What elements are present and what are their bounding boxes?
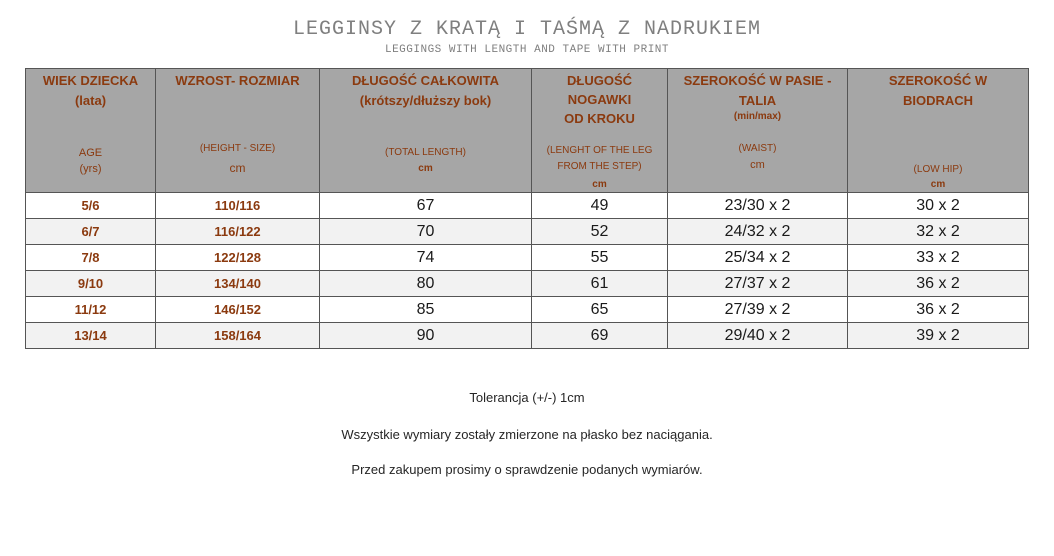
header-hip — [848, 69, 1029, 193]
cell-height: 122/128 — [156, 245, 320, 271]
cell-waist: 29/40 x 2 — [668, 323, 848, 349]
cell-leg-length: 49 — [532, 193, 668, 219]
cell-height: 116/122 — [156, 219, 320, 245]
table-header-row — [26, 69, 1029, 193]
cell-hip: 39 x 2 — [848, 323, 1029, 349]
header-height-sub: (HEIGHT - SIZE) — [199, 143, 276, 154]
cell-height: 146/152 — [156, 297, 320, 323]
cell-waist: 27/37 x 2 — [668, 271, 848, 297]
header-waist — [668, 69, 848, 193]
header-leg-length-sub: (LENGHT OF THE LEG FROM THE STEP) — [546, 145, 653, 172]
header-leg-length-unit: cm — [592, 179, 607, 190]
cell-hip: 33 x 2 — [848, 245, 1029, 271]
cell-height: 134/140 — [156, 271, 320, 297]
header-waist-main: SZEROKOŚĆ W PASIE - TALIA — [683, 73, 832, 108]
header-total-length-sub: (TOTAL LENGTH) — [385, 147, 466, 158]
table-row — [26, 219, 1029, 245]
cell-hip: 36 x 2 — [848, 271, 1029, 297]
cell-hip: 36 x 2 — [848, 297, 1029, 323]
cell-height: 158/164 — [156, 323, 320, 349]
header-waist-sub: (WAIST) — [738, 143, 777, 154]
tolerance-note: Tolerancja (+/-) 1cm — [469, 390, 585, 405]
header-height — [156, 69, 320, 193]
cell-total-length: 70 — [320, 219, 532, 245]
header-age-main: WIEK DZIECKA (lata) — [42, 73, 139, 108]
measurement-note: Wszystkie wymiary zostały zmierzone na płasko bez naciągania. — [341, 427, 713, 442]
cell-total-length: 80 — [320, 271, 532, 297]
header-height-main: WZROST- ROZMIAR — [175, 73, 300, 88]
cell-total-length: 85 — [320, 297, 532, 323]
cell-leg-length: 69 — [532, 323, 668, 349]
size-table — [25, 68, 1029, 349]
header-total-length — [320, 69, 532, 193]
cell-total-length: 90 — [320, 323, 532, 349]
cell-leg-length: 61 — [532, 271, 668, 297]
page-subtitle: LEGGINGS WITH LENGTH AND TAPE WITH PRINT — [384, 44, 670, 56]
cell-waist: 24/32 x 2 — [668, 219, 848, 245]
header-leg-length — [532, 69, 668, 193]
header-waist-unit: cm — [750, 159, 765, 171]
header-height-unit: cm — [229, 161, 246, 175]
header-total-length-main: DŁUGOŚĆ CAŁKOWITA (krótszy/dłuższy bok) — [351, 73, 500, 108]
header-waist-extra: (min/max) — [733, 111, 782, 122]
cell-leg-length: 52 — [532, 219, 668, 245]
cell-age: 6/7 — [26, 219, 156, 245]
cell-age: 5/6 — [26, 193, 156, 219]
header-leg-length-main: DŁUGOŚĆ NOGAWKI OD KROKU — [564, 73, 635, 126]
cell-hip: 32 x 2 — [848, 219, 1029, 245]
cell-waist: 25/34 x 2 — [668, 245, 848, 271]
table-row — [26, 193, 1029, 219]
table-row — [26, 297, 1029, 323]
table-row — [26, 323, 1029, 349]
header-hip-sub: (LOW HIP) — [913, 164, 963, 175]
cell-hip: 30 x 2 — [848, 193, 1029, 219]
cell-age: 9/10 — [26, 271, 156, 297]
header-hip-main: SZEROKOŚĆ W BIODRACH — [888, 73, 988, 108]
page-title: LEGGINSY Z KRATĄ I TAŚMĄ Z NADRUKIEM — [292, 18, 762, 41]
header-total-length-unit: cm — [418, 163, 433, 174]
check-note: Przed zakupem prosimy o sprawdzenie podanych wymiarów. — [351, 462, 703, 477]
cell-age: 11/12 — [26, 297, 156, 323]
cell-leg-length: 55 — [532, 245, 668, 271]
cell-total-length: 74 — [320, 245, 532, 271]
cell-waist: 27/39 x 2 — [668, 297, 848, 323]
table-row — [26, 245, 1029, 271]
cell-total-length: 67 — [320, 193, 532, 219]
cell-age: 13/14 — [26, 323, 156, 349]
cell-age: 7/8 — [26, 245, 156, 271]
header-hip-unit: cm — [930, 179, 946, 190]
header-age-sub: AGE (yrs) — [78, 147, 103, 175]
header-age — [26, 69, 156, 193]
table-row — [26, 271, 1029, 297]
cell-waist: 23/30 x 2 — [668, 193, 848, 219]
cell-height: 110/116 — [156, 193, 320, 219]
cell-leg-length: 65 — [532, 297, 668, 323]
